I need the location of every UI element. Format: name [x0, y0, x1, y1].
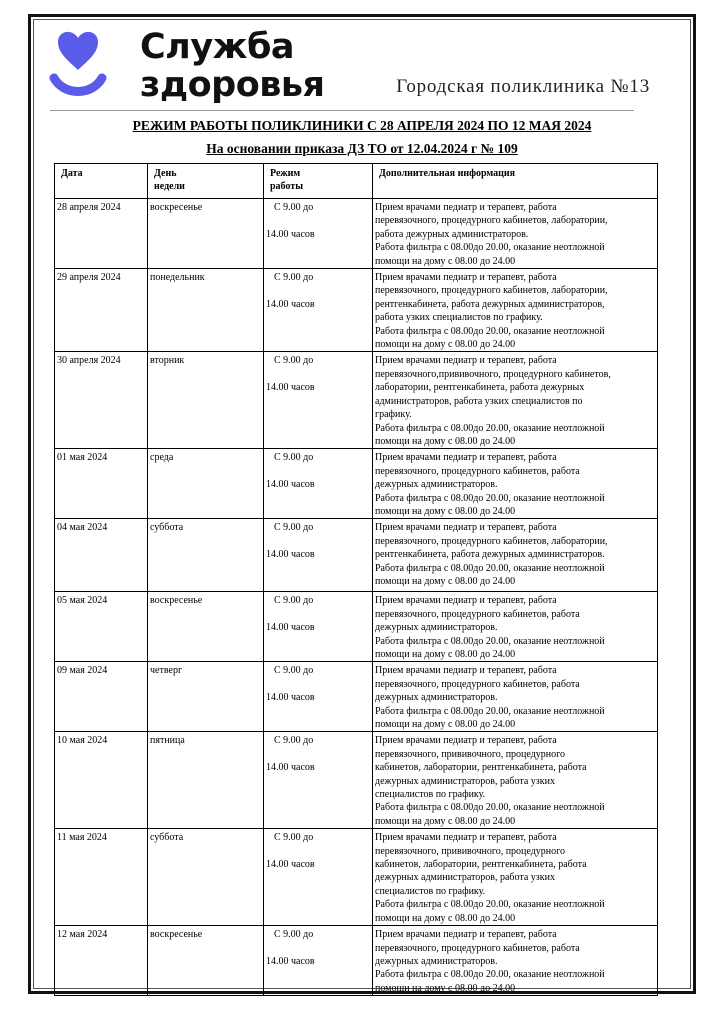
cell-mode — [264, 352, 373, 449]
mode-to: 14.00 часов — [266, 859, 315, 871]
mode-to: 14.00 часов — [266, 479, 315, 491]
table-row — [55, 732, 658, 829]
mode-to: 14.00 часов — [266, 762, 315, 774]
cell-day: пятница — [148, 732, 264, 829]
table-row — [55, 662, 658, 732]
cell-date: 05 мая 2024 — [55, 592, 148, 662]
cell-day: воскресенье — [148, 592, 264, 662]
schedule-table — [54, 163, 658, 996]
mode-from: С 9.00 до — [274, 832, 314, 844]
cell-mode — [264, 519, 373, 592]
document-title: РЕЖИМ РАБОТЫ ПОЛИКЛИНИКИ С 28 АПРЕЛЯ 2024 ПО 12 МАЯ 2024 — [132, 118, 592, 133]
mode-to: 14.00 часов — [266, 955, 315, 967]
mode-from: С 9.00 до — [274, 272, 314, 284]
mode-from: С 9.00 до — [274, 665, 314, 677]
header-date: Дата — [55, 164, 148, 199]
cell-date: 10 мая 2024 — [55, 732, 148, 829]
cell-day: воскресенье — [148, 926, 264, 996]
mode-from: С 9.00 до — [274, 735, 314, 747]
cell-day: воскресенье — [148, 199, 264, 269]
header-mode: Режим работы — [264, 164, 373, 199]
cell-info — [373, 829, 658, 926]
cell-date: 30 апреля 2024 — [55, 352, 148, 449]
info-text: Прием врачами педиатр и терапевт, работа перевязочного, процедурного кабинетов, лаборатории, рентгенкабинета, работа дежурных администраторов, работа узких специалистов по графику. Работа фильтра с 08.00до 20.00, оказание неотложной помощи на дому с 08.00 до 24.00 — [375, 272, 608, 351]
header-day: День недели — [148, 164, 264, 199]
cell-info — [373, 269, 658, 352]
cell-mode — [264, 829, 373, 926]
mode-from: С 9.00 до — [274, 929, 314, 941]
cell-info — [373, 199, 658, 269]
cell-mode — [264, 592, 373, 662]
mode-to: 14.00 часов — [266, 622, 315, 634]
header-info: Дополнительная информация — [373, 164, 658, 199]
table-row — [55, 269, 658, 352]
cell-date: 29 апреля 2024 — [55, 269, 148, 352]
mode-from: С 9.00 до — [274, 452, 314, 464]
mode-from: С 9.00 до — [274, 522, 314, 534]
cell-day: вторник — [148, 352, 264, 449]
cell-info — [373, 732, 658, 829]
mode-to: 14.00 часов — [266, 298, 315, 310]
logo-text: Служба здоровья — [140, 27, 325, 105]
info-text: Прием врачами педиатр и терапевт, работа перевязочного, процедурного кабинетов, работа дежурных администраторов. Работа фильтра с 08.00до 20.00, оказание неотложной помощи на дому с 08.00 до 24.00 — [375, 665, 605, 730]
cell-mode — [264, 662, 373, 732]
heart-icon — [58, 32, 98, 70]
table-row — [55, 199, 658, 269]
cell-date: 11 мая 2024 — [55, 829, 148, 926]
document-subtitle: На основании приказа ДЗ ТО от 12.04.2024 г № 109 — [206, 141, 518, 156]
cell-mode — [264, 269, 373, 352]
info-text: Прием врачами педиатр и терапевт, работа перевязочного, прививочного, процедурного кабинетов, лаборатории, рентгенкабинета, работа дежурных администраторов, работа узких специалистов по графику. Работа фильтра с 08.00до 20.00, оказание неотложной помощи на дому с 08.00 до 24.00 — [375, 735, 605, 827]
info-text: Прием врачами педиатр и терапевт, работа перевязочного, процедурного кабинетов, работа дежурных администраторов. Работа фильтра с 08.00до 20.00, оказание неотложной помощи на дому с 08.00 до 24.00 — [375, 595, 605, 660]
cell-info — [373, 449, 658, 519]
cell-info — [373, 592, 658, 662]
mode-to: 14.00 часов — [266, 382, 315, 394]
info-text: Прием врачами педиатр и терапевт, работа перевязочного, процедурного кабинетов, лаборатории, работа дежурных администраторов. Работа фильтра с 08.00до 20.00, оказание неотложной помощи на дому с 08.00 до 24.00 — [375, 202, 608, 267]
mode-from: С 9.00 до — [274, 595, 314, 607]
table-row — [55, 449, 658, 519]
info-text: Прием врачами педиатр и терапевт, работа перевязочного, прививочного, процедурного кабинетов, лаборатории, рентгенкабинета, работа дежурных администраторов, работа узких специалистов по графику. Работа фильтра с 08.00до 20.00, оказание неотложной помощи на дому с 08.00 до 24.00 — [375, 832, 605, 924]
cell-day: суббота — [148, 519, 264, 592]
table-row — [55, 519, 658, 592]
mode-from: С 9.00 до — [274, 202, 314, 213]
cell-mode — [264, 926, 373, 996]
cell-info — [373, 352, 658, 449]
cell-mode — [264, 449, 373, 519]
clinic-name: Городская поликлиника №13 — [396, 76, 650, 97]
mode-to: 14.00 часов — [266, 549, 315, 561]
mode-to: 14.00 часов — [266, 228, 315, 240]
cell-day: понедельник — [148, 269, 264, 352]
cell-day: четверг — [148, 662, 264, 732]
cell-mode — [264, 732, 373, 829]
table-row — [55, 926, 658, 996]
cell-date: 28 апреля 2024 — [55, 199, 148, 269]
info-text: Прием врачами педиатр и терапевт, работа перевязочного, процедурного кабинетов, работа дежурных администраторов. Работа фильтра с 08.00до 20.00, оказание неотложной помощи на дому с 08.00 до 24.00 — [375, 929, 605, 994]
table-body — [55, 199, 658, 996]
mode-from: С 9.00 до — [274, 355, 314, 367]
table-header-row — [55, 164, 658, 199]
cell-date: 09 мая 2024 — [55, 662, 148, 732]
info-text: Прием врачами педиатр и терапевт, работа перевязочного,прививочного, процедурного кабинетов, лаборатории, рентгенкабинета, работа дежурных администраторов, работа узких специалистов по графику. Работа фильтра с 08.00до 20.00, оказание неотложной помощи на дому с 08.00 до 24.00 — [375, 355, 611, 447]
cell-info — [373, 926, 658, 996]
table-row — [55, 592, 658, 662]
info-text: Прием врачами педиатр и терапевт, работа перевязочного, процедурного кабинетов, лаборатории, рентгенкабинета, работа дежурных администраторов. Работа фильтра с 08.00до 20.00, оказание неотложной помощи на дому с 08.00 до 24.00 — [375, 522, 608, 587]
cell-day: суббота — [148, 829, 264, 926]
smile-icon — [54, 78, 102, 92]
info-text: Прием врачами педиатр и терапевт, работа перевязочного, процедурного кабинетов, работа дежурных администраторов. Работа фильтра с 08.00до 20.00, оказание неотложной помощи на дому с 08.00 до 24.00 — [375, 452, 605, 517]
table-row — [55, 352, 658, 449]
cell-info — [373, 519, 658, 592]
table-row — [55, 829, 658, 926]
header-divider — [50, 110, 634, 111]
cell-mode — [264, 199, 373, 269]
cell-date: 01 мая 2024 — [55, 449, 148, 519]
cell-date: 04 мая 2024 — [55, 519, 148, 592]
mode-to: 14.00 часов — [266, 692, 315, 704]
cell-info — [373, 662, 658, 732]
cell-date: 12 мая 2024 — [55, 926, 148, 996]
cell-day: среда — [148, 449, 264, 519]
